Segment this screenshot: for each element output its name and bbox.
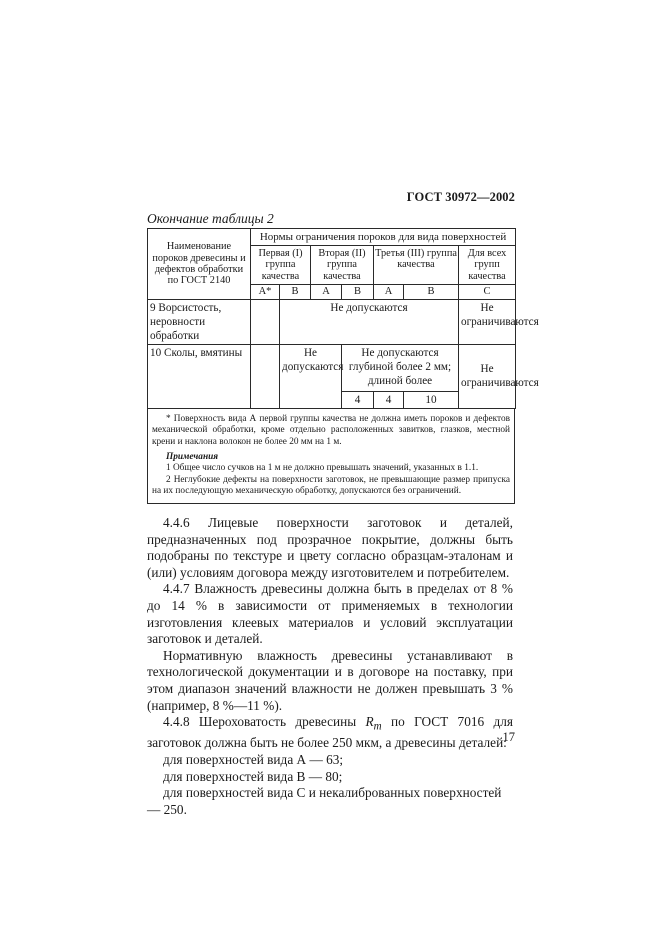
table-row	[148, 344, 516, 391]
paragraph-4-4-6: 4.4.6 Лицевые поверхности заготовок и деталей, предназначенных под прозрачное покрытие, должны быть подобраны по текстуре и цвету согласно образцам-эталонам и (или) условиям договора между изготовителем и потребителем.	[147, 515, 513, 580]
cell-third-b-value: 10	[404, 391, 459, 408]
paragraph-4-4-8	[147, 714, 513, 752]
subcolumn-second-a: А	[311, 284, 342, 299]
cell-all-groups: Не ограничиваются	[459, 299, 516, 344]
cell-third-a-value: 4	[374, 391, 404, 408]
group-header-all: Для всех групп качества	[459, 246, 516, 285]
table-notes	[147, 409, 515, 504]
roughness-subscript: m	[373, 720, 382, 733]
cell-first-a	[251, 299, 280, 344]
group-header-first: Первая (I) группа качества	[251, 246, 311, 285]
subcolumn-first-a: А*	[251, 284, 280, 299]
table-footnote: * Поверхность вида А первой группы качества не должна иметь пороков и дефектов механической обработки, кроме отдельно расположенных завитков, глазков, местной крени и наклона волокон не более 20 мм на 1 м.	[152, 413, 510, 448]
row-name: 10 Сколы, вмятины	[148, 344, 251, 408]
group-header-third: Третья (III) группа качества	[374, 246, 459, 285]
subcolumn-first-b: В	[280, 284, 311, 299]
subcolumn-second-b: В	[342, 284, 374, 299]
subcolumn-all-c: С	[459, 284, 516, 299]
body-text	[147, 515, 513, 818]
p448-text-after: по ГОСТ 7016 для заготовок должна быть не более 250 мкм, а древесины деталей:	[147, 714, 513, 751]
cell-span-not-allowed: Не допускаются	[280, 299, 459, 344]
defects-table	[147, 228, 539, 409]
row-name: 9 Ворсистость, неровности обработки	[148, 299, 251, 344]
cell-first-b-second-a: Не допускаются	[280, 344, 342, 408]
defects-table-container	[147, 228, 539, 504]
page-number: 17	[502, 730, 515, 744]
subcolumn-third-b: В	[404, 284, 459, 299]
notes-title: Примечания	[166, 451, 219, 462]
subcolumn-third-a: А	[374, 284, 404, 299]
column-header-norms: Нормы ограничения пороков для вида поверхностей	[251, 229, 516, 246]
list-item: для поверхностей вида С и некалиброванных поверхностей — 250.	[147, 785, 502, 817]
table-row	[148, 299, 516, 344]
table-caption: Окончание таблицы 2	[147, 211, 274, 226]
p448-text-before: 4.4.8 Шероховатость древесины	[163, 714, 366, 730]
cell-all-groups: Не ограничиваются	[459, 344, 516, 408]
list-item: для поверхностей вида А — 63;	[163, 751, 344, 767]
note-item: 1 Общее число сучков на 1 м не должно превышать значений, указанных в 1.1.	[166, 463, 479, 474]
paragraph-humidity: Нормативную влажность древесины устанавливают в технологической документации и в договоре на поставку, при этом диапазон значений влажности не должен превышать 3 % (например, 8 %—11 %).	[147, 647, 513, 713]
table-header-row-1	[148, 229, 516, 246]
document-code: ГОСТ 30972—2002	[406, 190, 515, 204]
cell-second-b-value: 4	[342, 391, 374, 408]
cell-span-depth-length: Не допускаются глубиной более 2 мм; длиной более	[342, 344, 459, 391]
group-header-second: Вторая (II) группа качества	[311, 246, 374, 285]
paragraph-4-4-7: 4.4.7 Влажность древесины должна быть в пределах от 8 % до 14 % в зависимости от применяемых в технологии изготовления клеевых материалов и условий эксплуатации заготовок и деталей.	[147, 581, 513, 647]
cell-first-a	[251, 344, 280, 408]
list-item: для поверхностей вида В — 80;	[163, 768, 343, 784]
column-header-name: Наименование пороков древесины и дефектов обработки по ГОСТ 2140	[148, 229, 251, 300]
roughness-symbol: R	[365, 714, 374, 730]
note-item: 2 Неглубокие дефекты на поверхности заготовок, не превышающие размер припуска на их последующую механическую обработку, допускаются без ограничений.	[152, 474, 510, 497]
